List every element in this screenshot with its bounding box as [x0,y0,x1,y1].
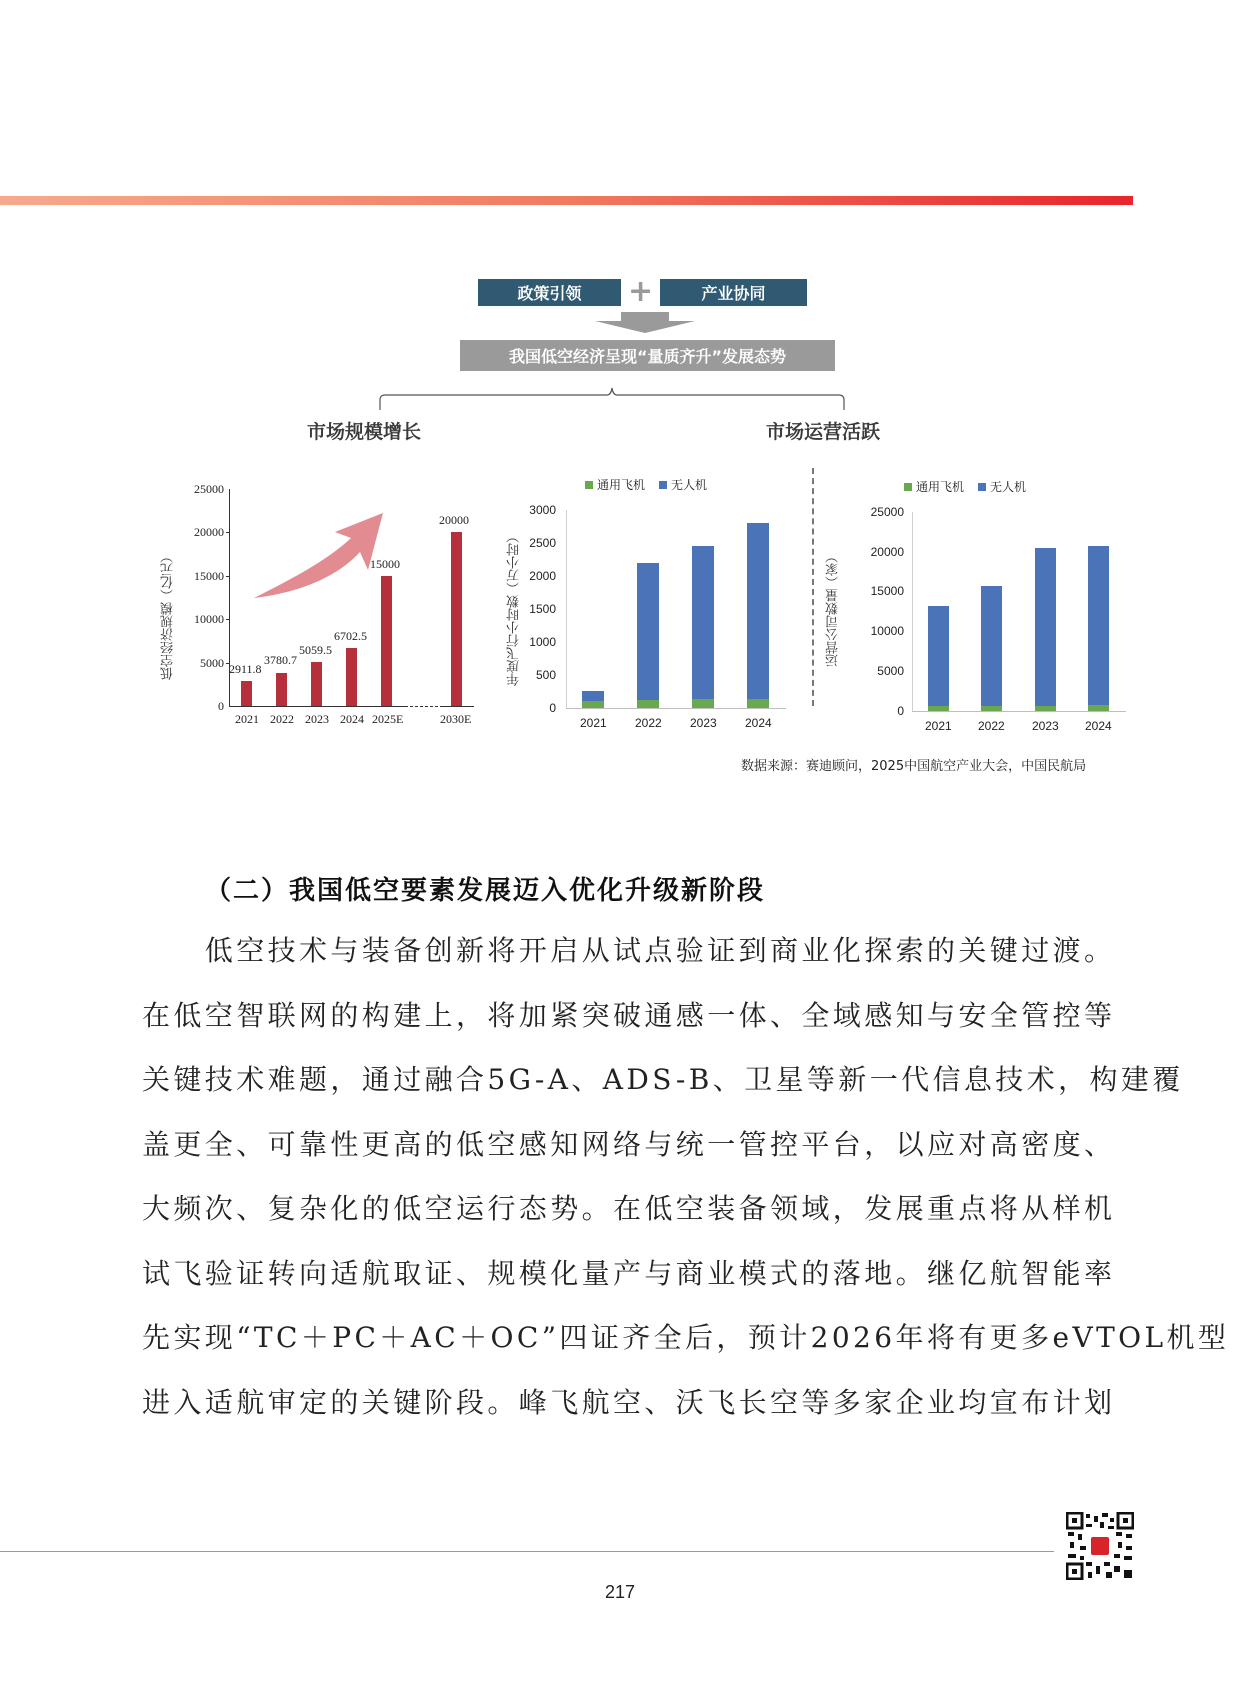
operating-companies-chart [820,470,1120,740]
bar-2021-general [582,701,604,708]
y-axis-label: 年度飞行小时数（万小时） [507,530,522,686]
y-axis [912,512,913,711]
y-tick: 1500 [529,602,556,616]
paragraph-line: 盖更全、可靠性更高的低空感知网络与统一管控平台，以应对高密度、 [142,1127,1116,1161]
bar-2022-drone [981,586,1002,706]
paragraph-line: 进入适航审定的关键阶段。峰飞航空、沃飞长空等多家企业均宣布计划 [142,1385,1116,1419]
market-scale-chart [150,480,490,730]
x-tick: 2021 [580,716,607,730]
value-label: 2911.8 [229,662,262,676]
y-tick: 500 [535,668,556,682]
bar-2022 [276,673,287,706]
growth-arrow-icon [250,510,385,620]
y-tick: 5000 [877,664,904,678]
bar-2021-general [928,706,949,711]
bar-2022-drone [637,563,659,700]
y-axis-label: 低空经济规模（亿元） [161,550,176,680]
bar-2024-drone [747,523,769,699]
chart-legend [585,476,707,493]
bar-2023 [311,662,322,706]
chart-legend [904,478,1026,495]
y-tick: 5000 [200,656,224,670]
down-arrow-icon [595,312,695,334]
y-tick: 0 [218,699,224,713]
y-tick: 20000 [870,545,904,559]
bar-2021-drone [582,691,604,701]
x-axis [229,706,405,707]
value-label: 3780.7 [264,653,297,667]
paragraph-line: 低空技术与装备创新将开启从试点验证到商业化探索的关键过渡。 [142,934,1116,967]
brace-connector [375,378,850,412]
footer-divider [0,1551,1054,1552]
x-tick: 2022 [635,716,662,730]
y-tick: 25000 [870,505,904,519]
legend-swatch-drone [978,483,986,491]
y-tick: 15000 [870,584,904,598]
paragraph-line: 关键技术难题，通过融合5G-A、ADS-B、卫星等新一代信息技术，构建覆 [142,1063,1184,1096]
y-tick: 1000 [529,635,556,649]
y-axis [566,510,567,708]
y-tick: 15000 [194,569,224,583]
y-tick: 2500 [529,536,556,550]
bar-2021-drone [928,606,949,706]
y-tick: 10000 [194,612,224,626]
x-tick: 2021 [925,719,952,733]
paragraph-line: 在低空智联网的构建上，将加紧突破通感一体、全域感知与安全管控等 [142,998,1116,1032]
policy-guidance-label: 政策引领 [517,284,582,303]
x-tick: 2022 [270,712,294,726]
bar-2022-general [637,700,659,708]
industry-collaboration-box [660,279,807,306]
bar-2023-general [692,699,714,708]
y-tick: 0 [897,704,904,718]
legend-drone: 无人机 [671,478,708,492]
market-operation-active-label: 市场运营活跃 [766,421,881,443]
y-tick: 20000 [194,525,224,539]
x-tick: 2023 [1032,719,1059,733]
y-tick: 3000 [529,503,556,517]
legend-general-aviation: 通用飞机 [916,480,965,494]
x-tick: 2022 [978,719,1005,733]
bar-2022-general [981,706,1002,711]
legend-swatch-general-aviation [904,483,912,491]
body-paragraph [142,919,1229,1435]
y-axis-label: 运营公司数量（家） [826,550,841,667]
x-tick: 2021 [235,712,259,726]
trend-banner [460,340,835,371]
data-source: 数据来源：赛迪顾问，2025中国航空产业大会，中国民航局 [741,759,1087,774]
page-number: 217 [605,1582,636,1602]
x-tick: 2024 [1085,719,1112,733]
section-heading: （二）我国低空要素发展迈入优化升级新阶段 [205,876,766,906]
bar-2023-drone [1035,548,1056,706]
x-tick: 2024 [340,712,364,726]
y-tick: 10000 [870,624,904,638]
bar-2024-drone [1088,546,1109,705]
axis-break [405,706,443,707]
value-label: 5059.5 [299,643,332,657]
industry-collaboration-label: 产业协同 [701,284,766,303]
x-tick: 2023 [690,716,717,730]
legend-swatch-drone [659,481,667,489]
x-axis [566,708,786,709]
flight-hours-chart [500,470,800,740]
x-tick: 2024 [745,716,772,730]
y-tick: 0 [549,701,556,715]
value-label: 15000 [370,557,400,571]
x-tick: 2030E [440,712,472,726]
market-scale-growth-label: 市场规模增长 [307,421,422,443]
qr-code-icon[interactable] [1066,1512,1134,1580]
y-tick: 2000 [529,569,556,583]
bar-2024-general [747,699,769,708]
header-gradient-bar [0,196,1133,205]
bar-2021 [241,681,252,706]
bar-2023-drone [692,546,714,699]
plus-icon: + [628,274,654,309]
trend-banner-text: 我国低空经济呈现“量质齐升”发展态势 [508,347,787,366]
paragraph-line: 试飞验证转向适航取证、规模化量产与商业模式的落地。继亿航智能率 [142,1256,1116,1290]
legend-swatch-general-aviation [585,481,593,489]
value-label: 20000 [439,513,469,527]
y-tick: 25000 [194,482,224,496]
bar-2025e [381,576,392,706]
bar-2023-general [1035,706,1056,711]
value-label: 6702.5 [334,629,367,643]
x-tick: 2023 [305,712,329,726]
bar-2024-general [1088,705,1109,711]
legend-drone: 无人机 [990,480,1027,494]
x-tick: 2025E [372,712,404,726]
chart-divider [812,468,814,706]
bar-2030e [451,532,462,706]
legend-general-aviation: 通用飞机 [597,478,646,492]
paragraph-line: 先实现“TC＋PC＋AC＋OC”四证齐全后，预计2026年将有更多eVTOL机型 [142,1321,1230,1354]
x-axis [912,711,1126,712]
policy-guidance-box [478,279,621,306]
bar-2024 [346,648,357,706]
paragraph-line: 大频次、复杂化的低空运行态势。在低空装备领域，发展重点将从样机 [142,1192,1116,1225]
